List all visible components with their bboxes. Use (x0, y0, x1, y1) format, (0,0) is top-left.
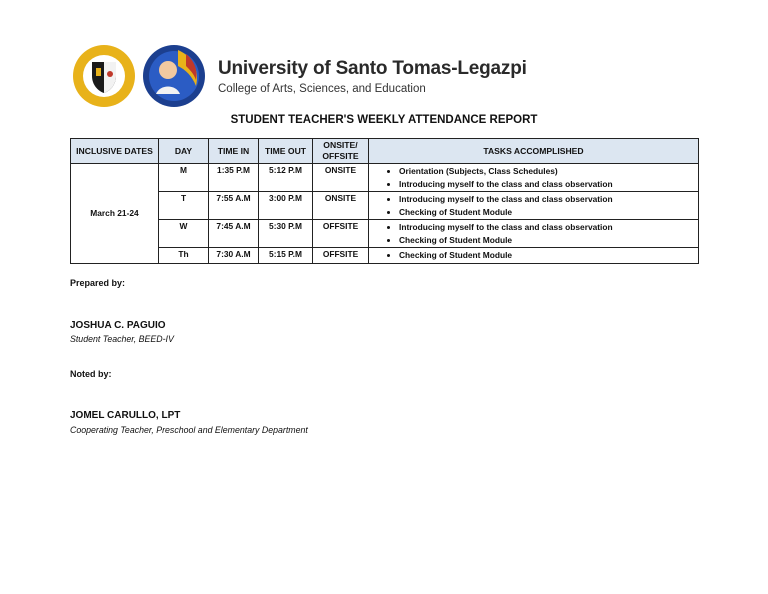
table-row (71, 248, 699, 264)
attendance-table (70, 138, 699, 264)
noted-by-name: JOMEL CARULLO, LPT (70, 410, 181, 421)
time-out-cell: 3:00 P.M (259, 192, 313, 220)
header-day: DAY (159, 139, 209, 164)
header-onsite-offsite: ONSITE/ OFFSITE (313, 139, 369, 164)
college-name: College of Arts, Sciences, and Education (218, 82, 426, 95)
ust-legazpi-seal-logo (72, 44, 136, 108)
time-out-cell: 5:15 P.M (259, 248, 313, 264)
time-out-cell: 5:12 P.M (259, 164, 313, 192)
time-in-cell: 7:55 A.M (209, 192, 259, 220)
task-item: • Introducing myself to the class and class observation (399, 221, 696, 234)
table-header-row (71, 139, 699, 164)
noted-by-label: Noted by: (70, 369, 112, 379)
university-name: University of Santo Tomas-Legazpi (218, 57, 527, 79)
day-cell: T (159, 192, 209, 220)
header-tasks: TASKS ACCOMPLISHED (369, 139, 699, 164)
task-item: • Orientation (Subjects, Class Schedules) (399, 165, 696, 178)
header-inclusive-dates: INCLUSIVE DATES (71, 139, 159, 164)
tasks-cell (369, 192, 699, 220)
task-item: • Checking of Student Module (399, 206, 696, 219)
site-cell: ONSITE (313, 192, 369, 220)
time-in-cell: 1:35 P.M (209, 164, 259, 192)
table-row (71, 164, 699, 192)
college-crest-logo (142, 44, 206, 108)
report-title: STUDENT TEACHER'S WEEKLY ATTENDANCE REPORT (230, 114, 538, 126)
letterhead (72, 44, 527, 108)
prepared-by-label: Prepared by: (70, 278, 126, 288)
table-row (71, 192, 699, 220)
tasks-cell (369, 220, 699, 248)
time-out-cell: 5:30 P.M (259, 220, 313, 248)
noted-by-role: Cooperating Teacher, Preschool and Elementary Department (70, 425, 308, 435)
prepared-by-name: JOSHUA C. PAGUIO (70, 320, 166, 331)
time-in-cell: 7:30 A.M (209, 248, 259, 264)
tasks-cell (369, 164, 699, 192)
day-cell: Th (159, 248, 209, 264)
prepared-by-role: Student Teacher, BEED-IV (70, 334, 174, 344)
header-time-out: TIME OUT (259, 139, 313, 164)
task-item: • Checking of Student Module (399, 234, 696, 247)
site-cell: OFFSITE (313, 248, 369, 264)
site-cell: OFFSITE (313, 220, 369, 248)
day-cell: M (159, 164, 209, 192)
site-cell: ONSITE (313, 164, 369, 192)
inclusive-dates-cell: March 21-24 (71, 164, 159, 264)
tasks-cell (369, 248, 699, 264)
day-cell: W (159, 220, 209, 248)
table-row (71, 220, 699, 248)
task-item: • Introducing myself to the class and class observation (399, 178, 696, 191)
task-item: • Introducing myself to the class and class observation (399, 193, 696, 206)
time-in-cell: 7:45 A.M (209, 220, 259, 248)
header-time-in: TIME IN (209, 139, 259, 164)
task-item: • Checking of Student Module (399, 249, 696, 262)
